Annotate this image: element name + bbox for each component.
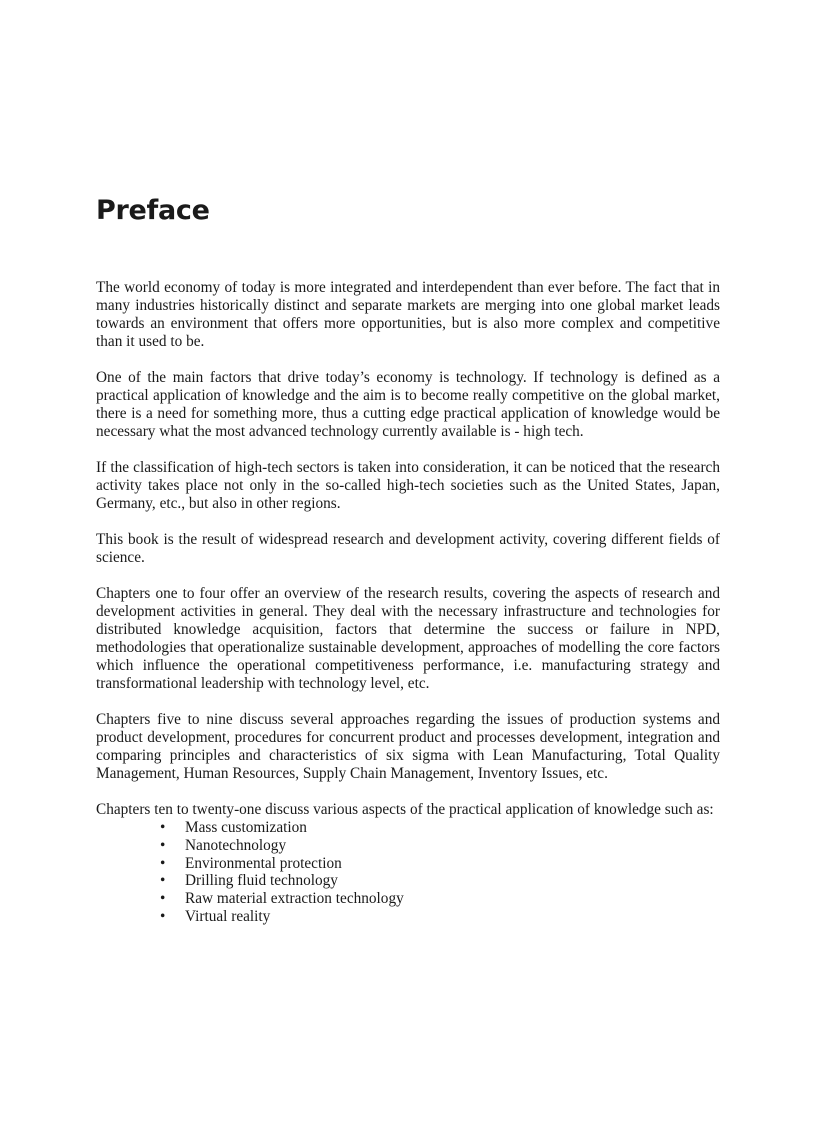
bullet-icon: •	[160, 872, 166, 890]
paragraph: Chapters ten to twenty-one discuss various aspects of the practical application of knowledge such as:	[96, 801, 714, 818]
list-item	[160, 890, 720, 908]
paragraph: This book is the result of widespread research and development activity, covering different fields of science.	[96, 531, 720, 566]
list-item	[160, 908, 720, 926]
list-item-label: Mass customization	[185, 819, 307, 836]
paragraph: If the classification of high-tech sectors is taken into consideration, it can be noticed that the research activity takes place not only in the so-called high-tech societies such as the United States, Japan, Germany, etc., but also in other regions.	[96, 459, 720, 512]
bullet-icon: •	[160, 907, 166, 925]
list-item	[160, 872, 720, 890]
bullet-icon: •	[160, 854, 166, 872]
application-list	[96, 819, 720, 926]
list-item-label: Environmental protection	[185, 854, 342, 872]
page-title: Preface	[96, 195, 210, 226]
list-item	[160, 837, 720, 855]
paragraph: Chapters five to nine discuss several approaches regarding the issues of production systems and product development, procedures for concurrent product and processes development, integration and comparing principles and characteristics of six sigma with Lean Manufacturing, Total Quality Management, Human Resources, Supply Chain Management, Inventory Issues, etc.	[96, 711, 720, 782]
list-item-label: Nanotechnology	[185, 836, 287, 854]
list-item-label: Raw material extraction technology	[185, 890, 404, 908]
list-item	[160, 819, 720, 837]
paragraph: One of the main factors that drive today’s economy is technology. If technology is defined as a practical application of knowledge and the aim is to become really competitive on the global market, there is a need for something more, thus a cutting edge practical application of knowledge would be necessary what the most advanced technology currently available is - high tech.	[96, 369, 720, 440]
preface-body	[96, 279, 720, 926]
paragraph: Chapters one to four offer an overview of the research results, covering the aspects of research and development activities in general. They deal with the necessary infrastructure and technologies for distributed knowledge acquisition, factors that determine the success or failure in NPD, methodologies that operationalize sustainable development, approaches of modelling the core factors which influence the operational competitiveness performance, i.e. manufacturing strategy and transformational leadership with technology level, etc.	[96, 585, 720, 692]
paragraph: The world economy of today is more integrated and interdependent than ever before. The fact that in many industries historically distinct and separate markets are merging into one global market leads towards an environment that offers more opportunities, but is also more complex and competitive than it used to be.	[96, 279, 720, 350]
list-item-label: Virtual reality	[185, 907, 271, 925]
bullet-icon: •	[160, 836, 166, 854]
list-item-label: Drilling fluid technology	[185, 872, 338, 890]
bullet-icon: •	[160, 890, 166, 908]
list-item	[160, 855, 720, 873]
bullet-icon: •	[160, 819, 166, 836]
